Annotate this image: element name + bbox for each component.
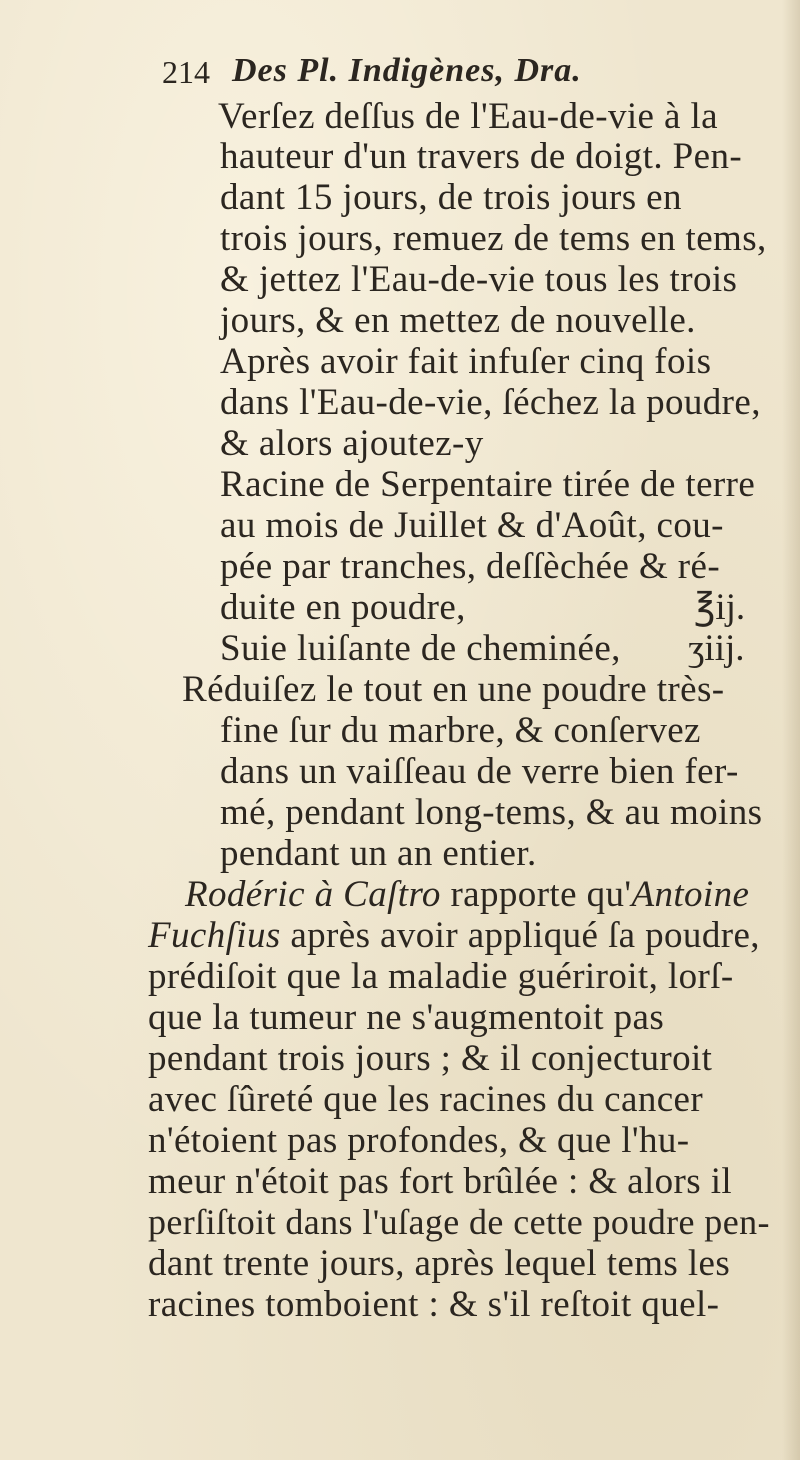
text-line: [185, 876, 749, 913]
dose-suie: ʒiij.: [688, 628, 745, 669]
text-segment: rapporte qu': [440, 874, 632, 915]
text-line: dans un vaiſſeau de verre bien fer-: [220, 751, 739, 792]
text-line: & jettez l'Eau-de-vie tous les trois: [220, 259, 738, 300]
text-line: au mois de Juillet & d'Août, cou-: [220, 505, 724, 546]
text-line: jours, & en mettez de nouvelle.: [220, 300, 696, 341]
text-line: hauteur d'un travers de doigt. Pen-: [220, 136, 743, 177]
text-line: meur n'étoit pas fort brûlée : & alors il: [148, 1161, 733, 1202]
author-name-fuchsius: Fuchſius: [148, 915, 281, 956]
text-line: n'étoient pas profondes, & que l'hu-: [148, 1120, 690, 1161]
dose-serpentaire: ℥ij.: [694, 587, 746, 628]
text-line: pendant un an entier.: [220, 833, 537, 874]
text-line: Racine de Serpentaire tirée de terre: [220, 464, 756, 505]
text-line: mé, pendant long-tems, & au moins: [220, 792, 763, 833]
text-line: que la tumeur ne s'augmentoit pas: [148, 997, 665, 1038]
running-title: Des Pl. Indigènes, Dra.: [232, 52, 582, 89]
text-line: pée par tranches, deſſèchée & ré-: [220, 546, 721, 587]
text-line: pendant trois jours ; & il conjecturoit: [148, 1038, 713, 1079]
text-line: Suie luiſante de cheminée,: [220, 628, 621, 669]
text-line: & alors ajoutez-y: [220, 423, 484, 464]
author-name-antoine: Antoine: [631, 874, 750, 915]
text-line: racines tomboient : & s'il reſtoit quel-: [148, 1284, 720, 1325]
text-line: dans l'Eau-de-vie, ſéchez la poudre,: [220, 382, 761, 423]
text-line: duite en poudre,: [220, 587, 466, 628]
text-line: avec ſûreté que les racines du cancer: [148, 1079, 704, 1120]
text-line: fine ſur du marbre, & conſervez: [220, 710, 701, 751]
text-line: trois jours, remuez de tems en tems,: [220, 218, 767, 259]
page-number: 214: [162, 54, 210, 90]
text-line: perſiſtoit dans l'uſage de cette poudre pen-: [148, 1202, 770, 1242]
text-line: [148, 917, 760, 954]
text-line: Réduiſez le tout en une poudre très-: [182, 669, 725, 710]
text-line: Verſez deſſus de l'Eau-de-vie à la: [218, 96, 719, 137]
text-line: Après avoir fait infuſer cinq fois: [220, 341, 712, 382]
author-name-roderic: Rodéric à Caſtro: [185, 874, 441, 915]
text-line: dant trente jours, après lequel tems les: [148, 1243, 731, 1284]
text-line: dant 15 jours, de trois jours en: [220, 177, 682, 218]
text-segment: après avoir appliqué ſa poudre,: [280, 915, 760, 956]
text-line: prédiſoit que la maladie guériroit, lorſ-: [148, 956, 734, 997]
